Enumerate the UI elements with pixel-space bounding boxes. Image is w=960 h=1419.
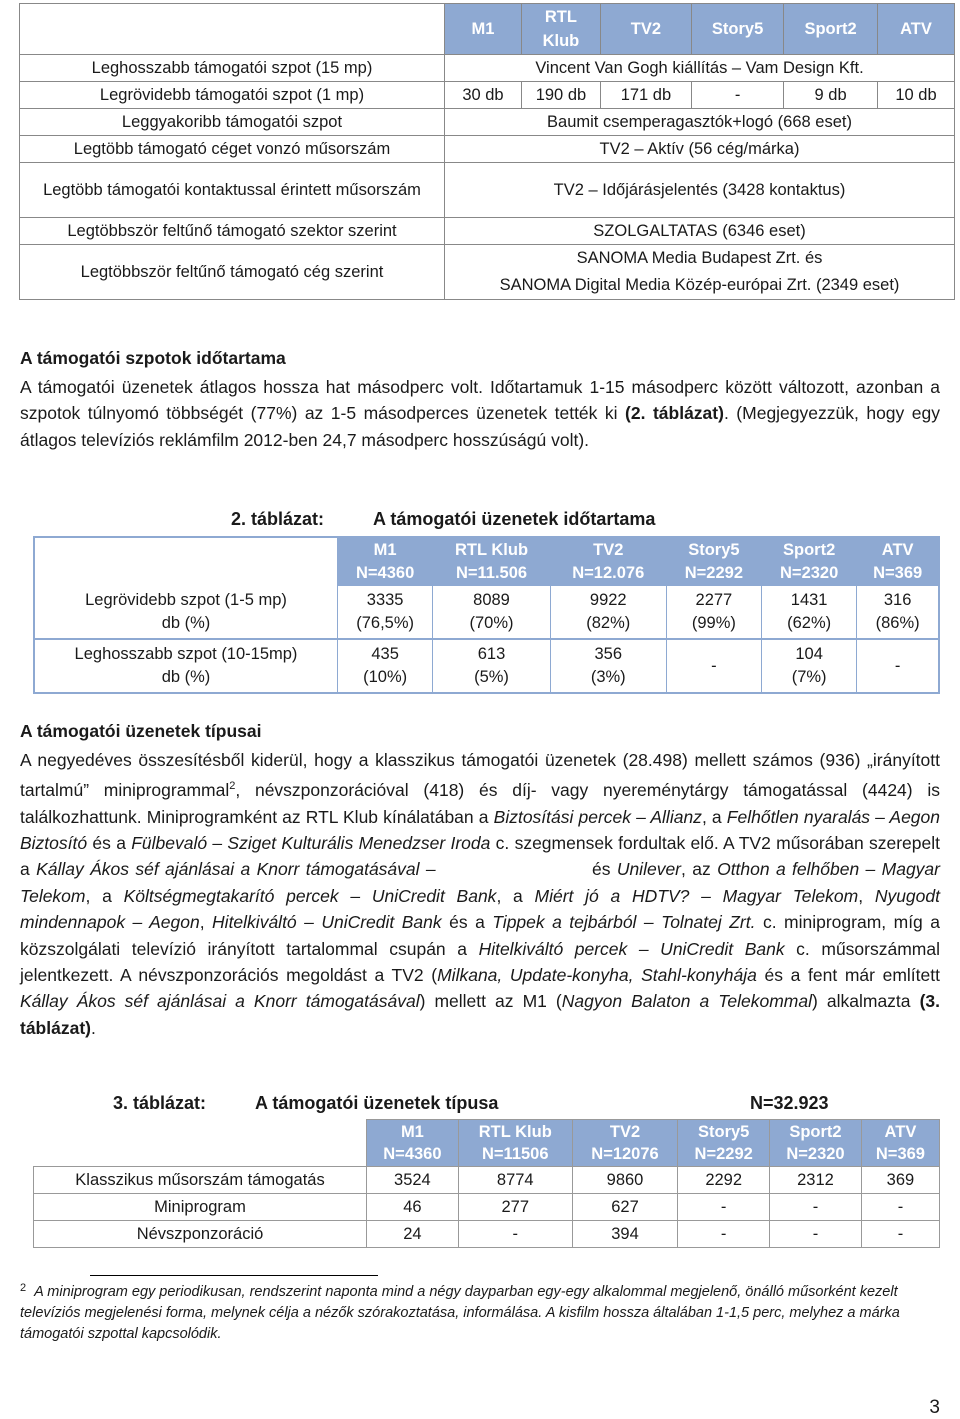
summary-row-label: Legrövidebb támogatói szpot (1 mp) <box>20 82 445 109</box>
paragraph-text: ) alkalmazta <box>812 991 920 1012</box>
types-cell: - <box>458 1221 572 1248</box>
cell-count: - <box>711 656 717 675</box>
duration-cell <box>666 639 761 693</box>
duration-header-sport2 <box>762 537 857 586</box>
cell-percent: (86%) <box>875 614 920 632</box>
footnote-ref[interactable]: 2 <box>229 780 236 793</box>
paragraph-text: és a fent már említett <box>756 965 940 986</box>
duration-cell <box>433 586 551 639</box>
channel-name: M1 <box>373 541 397 559</box>
paragraph-text: , <box>858 885 875 906</box>
cell-percent: (70%) <box>469 614 514 632</box>
summary-row-value: SZOLGALTATAS (6346 eset) <box>445 218 955 245</box>
paragraph-text: A negyedéves összesítésből kiderül, hogy a klasszikus támogatói üzenetek (28.498) mellett számos (936) „irányított tartalmú” miniprogrammal <box>20 750 940 801</box>
paragraph-text: . (Megjegyezzük, hogy egy átlagos televíziós reklámfilm 2012-ben 24,7 másodperc hosszúságú volt). <box>20 403 940 450</box>
summary-cell: 30 db <box>445 82 522 109</box>
types-cell: - <box>678 1194 770 1221</box>
footnote <box>20 1282 945 1345</box>
summary-row-value: Vincent Van Gogh kiállítás – Vam Design Kft. <box>445 55 955 82</box>
duration-row-label <box>34 639 338 693</box>
channel-n: N=12076 <box>591 1145 659 1163</box>
paragraph-text: , az <box>681 859 718 880</box>
types-row-label: Miniprogram <box>34 1194 367 1221</box>
channel-name: Story5 <box>688 541 740 559</box>
duration-cell <box>857 639 939 693</box>
types-header-atv <box>861 1120 939 1167</box>
types-header-rtl <box>458 1120 572 1167</box>
duration-cell <box>338 639 433 693</box>
summary-row-label: Legtöbb támogatói kontaktussal érintett műsorszám <box>20 163 445 218</box>
summary-header-story5: Story5 <box>691 4 783 55</box>
cell-count: 316 <box>883 591 912 609</box>
cell-count: 356 <box>594 645 623 663</box>
duration-cell <box>762 586 857 639</box>
paragraph-types <box>20 747 940 1041</box>
cell-percent: (7%) <box>791 668 827 686</box>
summary-header-m1: M1 <box>445 4 522 55</box>
program-title: Milkana, Update-konyha, Stahl-konyhája <box>437 965 757 986</box>
types-cell: - <box>770 1221 862 1248</box>
summary-row <box>20 82 955 109</box>
summary-header-atv: ATV <box>877 4 954 55</box>
types-header-m1 <box>367 1120 459 1167</box>
duration-header-tv2 <box>550 537 666 586</box>
summary-value-line: SANOMA Digital Media Közép-európai Zrt. (2349 eset) <box>499 276 900 294</box>
channel-n: N=12.076 <box>572 564 645 582</box>
duration-header-row <box>34 537 939 586</box>
summary-row-value <box>445 245 955 300</box>
channel-n: N=2320 <box>780 564 839 582</box>
cell-count: 8089 <box>473 591 510 609</box>
table2-caption-number: 2. táblázat: <box>231 509 325 529</box>
paragraph-text: c. miniprogram, míg a közszolgálati televízió irányított tartalommal csupán a <box>20 912 940 959</box>
types-header-blank <box>34 1120 367 1167</box>
summary-row-label: Legtöbb támogató céget vonzó műsorszám <box>20 136 445 163</box>
types-cell: - <box>678 1221 770 1248</box>
channel-n: N=2292 <box>694 1145 753 1163</box>
channel-n: N=4360 <box>356 564 415 582</box>
summary-header-sport2: Sport2 <box>784 4 878 55</box>
types-cell: 2292 <box>678 1167 770 1194</box>
duration-header-rtl <box>433 537 551 586</box>
duration-row-label <box>34 586 338 639</box>
summary-row-label: Legtöbbször feltűnő támogató cég szerint <box>20 245 445 300</box>
paragraph-text: . <box>90 1017 96 1038</box>
summary-row-label: Leggyakoribb támogatói szpot <box>20 109 445 136</box>
cell-percent: (62%) <box>787 614 832 632</box>
program-title: Fülbevaló – Sziget Kulturális Menedzser Iroda <box>131 833 491 854</box>
program-title: Unilever <box>616 859 682 880</box>
channel-n: N=369 <box>873 564 923 582</box>
channel-name: RTL Klub <box>478 1123 552 1141</box>
summary-row-value: TV2 – Aktív (56 cég/márka) <box>445 136 955 163</box>
row-label-line: Legrövidebb szpot (1-5 mp) <box>85 591 287 609</box>
summary-row <box>20 109 955 136</box>
channel-name: RTL Klub <box>455 541 529 559</box>
types-header-tv2 <box>572 1120 678 1167</box>
summary-header-rtl: RTL Klub <box>521 4 600 55</box>
row-label-line: db (%) <box>161 668 211 686</box>
types-cell: 2312 <box>770 1167 862 1194</box>
footnote-divider <box>90 1275 378 1276</box>
types-row-label: Névszponzoráció <box>34 1221 367 1248</box>
summary-cell: - <box>691 82 783 109</box>
summary-row-label: Legtöbbször feltűnő támogató szektor szerint <box>20 218 445 245</box>
types-cell: - <box>861 1221 939 1248</box>
types-cell: - <box>770 1194 862 1221</box>
paragraph-text: és a <box>87 833 132 854</box>
channel-name: Story5 <box>698 1123 750 1141</box>
paragraph-text: és a <box>441 912 493 933</box>
channel-n: N=369 <box>875 1145 925 1163</box>
paragraph-text: c. műsorszámmal jelentkezett. A névszponzorációs megoldást a TV2 ( <box>20 938 940 986</box>
duration-cell <box>550 586 666 639</box>
program-title: Felhőtlen nyaralás – Aegon Biztosító <box>20 806 940 854</box>
program-title: Miért jó a HDTV? – Magyar Telekom <box>534 885 859 906</box>
channel-n: N=4360 <box>383 1145 442 1163</box>
channel-name: TV2 <box>609 1123 641 1141</box>
cell-percent: (76,5%) <box>356 614 415 632</box>
cell-percent: (3%) <box>590 668 626 686</box>
types-row-label: Klasszikus műsorszám támogatás <box>34 1167 367 1194</box>
summary-row <box>20 218 955 245</box>
summary-cell: 10 db <box>877 82 954 109</box>
paragraph-text: , a <box>496 885 535 906</box>
program-title: Hitelkiváltó percek – UniCredit Bank <box>478 938 785 959</box>
channel-name: M1 <box>400 1123 424 1141</box>
cell-percent: (99%) <box>691 614 736 632</box>
summary-cell: 190 db <box>521 82 600 109</box>
duration-row <box>34 639 939 693</box>
channel-n: N=11.506 <box>455 564 528 582</box>
paragraph-text: , <box>199 912 213 933</box>
paragraph-text: és <box>585 859 617 880</box>
table3-caption-number: 3. táblázat: <box>113 1093 207 1113</box>
section-title-duration: A támogatói szpotok időtartama <box>20 348 286 368</box>
program-title: Kállay Ákos séf ajánlásai a Knorr támogatásával <box>20 991 420 1012</box>
summary-row-label: Leghosszabb támogatói szpot (15 mp) <box>20 55 445 82</box>
duration-table <box>33 536 940 694</box>
types-cell: 394 <box>572 1221 678 1248</box>
program-title: Biztosítási percek – Allianz <box>493 806 702 827</box>
channel-n: N=2292 <box>684 564 744 582</box>
cell-percent: (5%) <box>474 668 509 686</box>
table-reference: (2. táblázat) <box>625 403 724 424</box>
types-cell: 627 <box>572 1194 678 1221</box>
table2-caption-title: A támogatói üzenetek időtartama <box>373 509 656 529</box>
page-number: 3 <box>929 1397 940 1418</box>
duration-row <box>34 586 939 639</box>
types-header-story5 <box>678 1120 770 1167</box>
cell-count: 613 <box>477 645 506 663</box>
duration-cell <box>857 586 939 639</box>
types-cell: 277 <box>458 1194 572 1221</box>
duration-cell <box>550 639 666 693</box>
duration-header-atv <box>857 537 939 586</box>
cell-count: 2277 <box>695 591 733 609</box>
program-title: Nyugodt mindennapok – Aegon <box>20 885 940 933</box>
cell-percent: (82%) <box>586 614 631 632</box>
duration-cell <box>433 639 551 693</box>
duration-header-m1 <box>338 537 433 586</box>
summary-row <box>20 163 955 218</box>
duration-cell <box>762 639 857 693</box>
summary-row <box>20 55 955 82</box>
paragraph-text: , a <box>701 806 727 827</box>
types-cell: 3524 <box>367 1167 459 1194</box>
channel-name: ATV <box>881 541 914 559</box>
types-cell: 369 <box>861 1167 939 1194</box>
cell-count: - <box>894 656 901 675</box>
types-row <box>34 1194 940 1221</box>
summary-row <box>20 245 955 300</box>
paragraph-text: , a <box>85 885 124 906</box>
channel-name: Sport2 <box>783 541 836 559</box>
program-title: Nagyon Balaton a Telekommal <box>561 991 812 1012</box>
cell-count: 3335 <box>366 591 404 609</box>
duration-header-story5 <box>666 537 761 586</box>
summary-cell: 171 db <box>600 82 691 109</box>
duration-cell <box>666 586 761 639</box>
channel-name: ATV <box>884 1123 917 1141</box>
footnote-text: A miniprogram egy periodikusan, rendszerint naponta mind a négy dayparban egy-egy alkalommal megjelenő, önálló műsorként kezelt televíziós megjelenési forma, melynek célja a nézők szórakoztatása, informálása. A kisfilm hossza általában 1-1,5 perc, melyhez a márka támogatói szpottal kapcsolódik. <box>20 1284 900 1342</box>
program-title: Otthon a felhőben – Magyar Telekom <box>20 859 940 906</box>
cell-count: 435 <box>371 645 399 663</box>
types-cell: - <box>861 1194 939 1221</box>
summary-row <box>20 136 955 163</box>
table3-caption-title: A támogatói üzenetek típusa <box>255 1093 499 1113</box>
program-title: Tippek a tejbárból – Tolnatej Zrt. <box>492 912 756 933</box>
types-row <box>34 1167 940 1194</box>
paragraph-text: A támogatói üzenetek átlagos hossza hat másodperc volt. Időtartamuk 1-15 másodperc között változott, azonban a szpotok túlnyomó többségét (77%) az 1-5 másodperces üzenetek tették ki <box>20 377 940 424</box>
summary-cell: 9 db <box>784 82 878 109</box>
row-label-line: Leghosszabb szpot (10-15mp) <box>74 645 298 663</box>
table-reference: (3. táblázat) <box>20 991 940 1038</box>
types-cell: 24 <box>367 1221 459 1248</box>
paragraph-text: c. szegmensek fordultak elő. A TV2 műsorában szerepelt a <box>20 833 940 880</box>
cell-count: 104 <box>795 645 823 663</box>
program-title: Költségmegtakarító percek – UniCredit Bank <box>123 885 497 906</box>
duration-header-blank <box>34 537 338 586</box>
types-header-sport2 <box>770 1120 862 1167</box>
channel-name: TV2 <box>593 541 624 559</box>
summary-row-value: Baumit csemperagasztók+logó (668 eset) <box>445 109 955 136</box>
footnote-number: 2 <box>20 1282 27 1294</box>
cell-percent: (10%) <box>363 668 408 686</box>
paragraph-duration <box>20 374 940 453</box>
types-table <box>33 1119 940 1248</box>
section-title-types: A támogatói üzenetek típusai <box>20 721 262 741</box>
channel-n: N=2320 <box>786 1145 845 1163</box>
summary-header-blank <box>20 4 445 55</box>
table3-caption-n: N=32.923 <box>750 1093 829 1113</box>
cell-count: 1431 <box>790 591 828 609</box>
duration-cell <box>338 586 433 639</box>
types-cell: 8774 <box>458 1167 572 1194</box>
types-cell: 9860 <box>572 1167 678 1194</box>
summary-table <box>19 3 955 300</box>
program-title: Kállay Ákos séf ajánlásai a Knorr támogatásával – <box>36 859 436 880</box>
paragraph-text: ) mellett az M1 ( <box>419 991 562 1012</box>
summary-header-row <box>20 4 955 55</box>
program-title: Hitelkiváltó – UniCredit Bank <box>212 912 442 933</box>
summary-row-value: TV2 – Időjárásjelentés (3428 kontaktus) <box>445 163 955 218</box>
types-cell: 46 <box>367 1194 459 1221</box>
channel-name: Sport2 <box>789 1123 842 1141</box>
types-row <box>34 1221 940 1248</box>
row-label-line: db (%) <box>161 614 211 632</box>
summary-header-tv2: TV2 <box>600 4 691 55</box>
paragraph-text: , névszponzorációval (418) és díj- vagy nyereménytárgy támogatással (4424) is találkozhattunk. Miniprogramként az RTL Klub kínálatában a <box>20 780 940 827</box>
summary-value-line: SANOMA Media Budapest Zrt. és <box>576 249 823 267</box>
channel-n: N=11506 <box>482 1145 549 1163</box>
types-header-row <box>34 1120 940 1167</box>
cell-count: 9922 <box>589 591 627 609</box>
